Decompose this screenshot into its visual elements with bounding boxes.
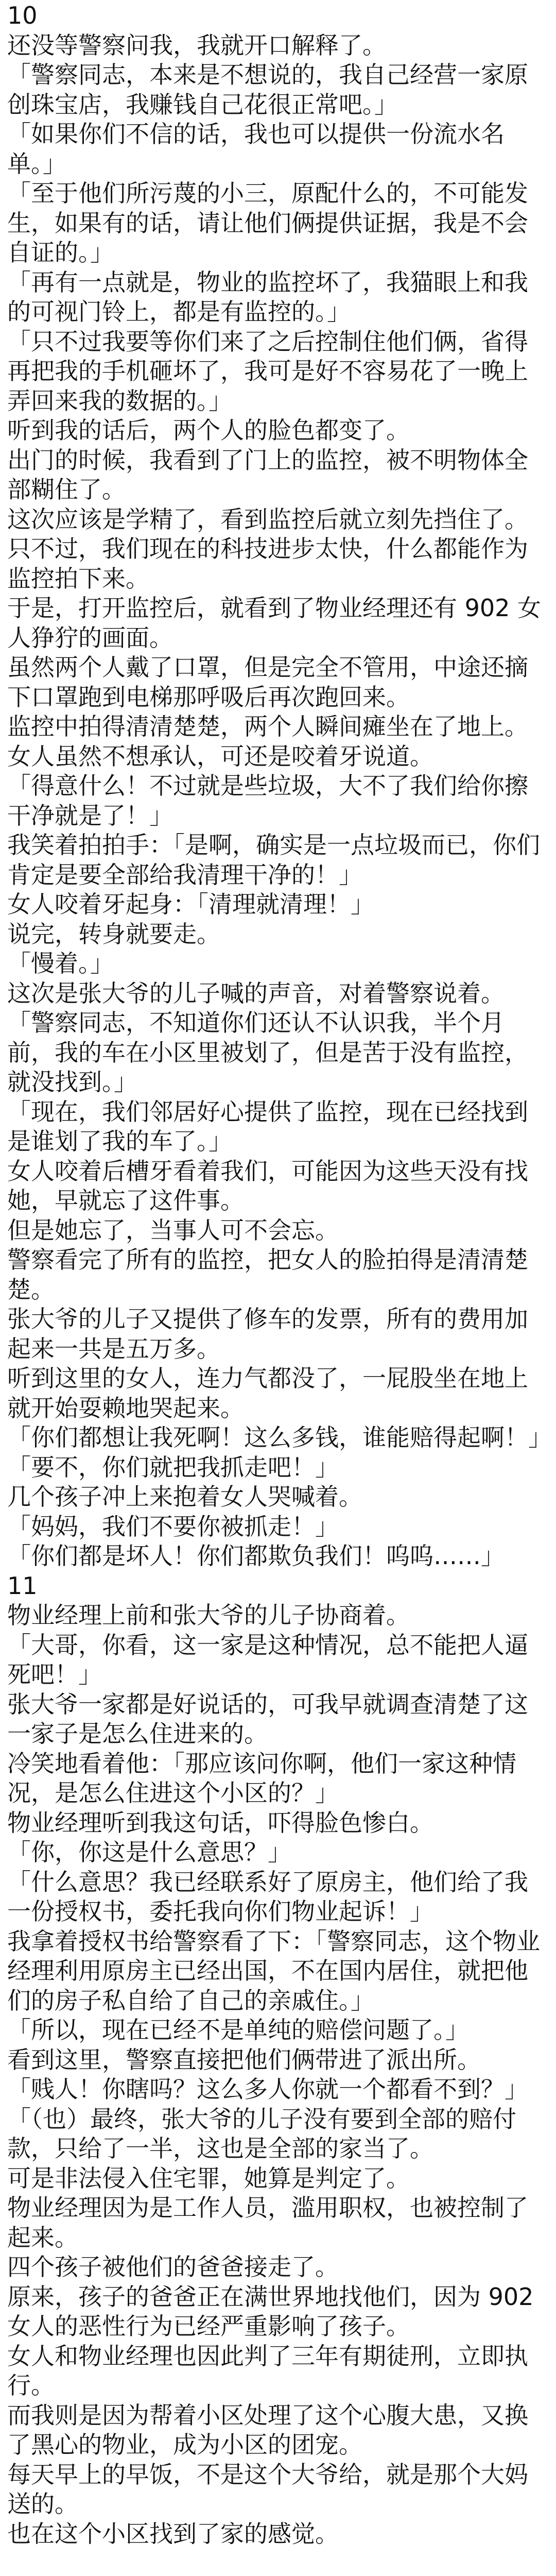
- paragraph: 张大爷的儿子又提供了修车的发票，所有的费用加起来一共是五万多。: [7, 1305, 528, 1363]
- paragraph: 于是，打开监控后，就看到了物业经理还有 902 女人狰狞的画面。: [7, 594, 542, 652]
- paragraph: 我拿着授权书给警察看了下：「警察同志，这个物业经理利用原房主已经出国，不在国内居住，就把他们的房子私自给了自己的亲戚住。」: [7, 1927, 540, 2014]
- chapter-heading-11: 11: [7, 1571, 38, 1600]
- paragraph: 冷笑地看着他：「那应该问你啊，他们一家这种情况，是怎么住进这个小区的？」: [7, 1749, 516, 1807]
- paragraph: 女人虽然不想承认，可还是咬着牙说道。: [7, 742, 433, 770]
- paragraph: 「大哥，你看，这一家是这种情况，总不能把人逼死吧！」: [7, 1631, 528, 1688]
- paragraph: 而我则是因为帮着小区处理了这个心腹大患，又换了黑心的物业，成为小区的团宠。: [7, 2401, 528, 2459]
- paragraph: 物业经理上前和张大爷的儿子协商着。: [7, 1601, 410, 1629]
- paragraph: 「你，你这是什么意思？」: [7, 1838, 291, 1866]
- paragraph: 「至于他们所污蔑的小三，原配什么的，不可能发生，如果有的话，请让他们俩提供证据，我是不会自证的。」: [7, 179, 528, 266]
- paragraph: 每天早上的早饭，不是这个大爷给，就是那个大妈送的。: [7, 2460, 528, 2518]
- paragraph: 「要不，你们就把我抓走吧！」: [7, 1453, 339, 1481]
- paragraph: 说完，转身就要走。: [7, 920, 220, 948]
- paragraph: 物业经理听到我这句话，吓得脸色惨白。: [7, 1808, 433, 1837]
- paragraph: 看到这里，警察直接把他们俩带进了派出所。: [7, 2045, 481, 2074]
- paragraph: 这次应该是学精了，看到监控后就立刻先挡住了。: [7, 505, 528, 533]
- paragraph: 「如果你们不信的话，我也可以提供一份流水名单。」: [7, 120, 505, 178]
- paragraph: 「再有一点就是，物业的监控坏了，我猫眼上和我的可视门铃上，都是有监控的。」: [7, 268, 528, 326]
- paragraph: 「警察同志，不知道你们还认不认识我，半个月前，我的车在小区里被划了，但是苦于没有监控，就没找到。」: [7, 1009, 528, 1096]
- chapter-11-body: [7, 1601, 546, 2549]
- paragraph: 「所以，现在已经不是单纯的赔偿问题了。」: [7, 2016, 469, 2044]
- paragraph: 「你们都想让我死啊！这么多钱，谁能赔得起啊！」: [7, 1423, 552, 1451]
- paragraph: 但是她忘了，当事人可不会忘。: [7, 1216, 339, 1244]
- paragraph: 物业经理因为是工作人员，滥用职权，也被控制了起来。: [7, 2194, 528, 2251]
- paragraph: 听到这里的女人，连力气都没了，一屁股坐在地上就开始耍赖地哭起来。: [7, 1364, 528, 1422]
- paragraph: 「你们都是坏人！你们都欺负我们！呜呜……」: [7, 1542, 505, 1570]
- paragraph: 这次是张大爷的儿子喊的声音，对着警察说着。: [7, 979, 505, 1007]
- paragraph: 「贱人！你瞎吗？这么多人你就一个都看不到？」: [7, 2075, 528, 2103]
- paragraph: 女人咬着牙起身：「清理就清理！」: [7, 890, 374, 918]
- paragraph: 四个孩子被他们的爸爸接走了。: [7, 2253, 339, 2281]
- paragraph: 「警察同志，本来是不想说的，我自己经营一家原创珠宝店，我赚钱自己花很正常吧。」: [7, 61, 528, 118]
- paragraph: 可是非法侵入住宅罪，她算是判定了。: [7, 2164, 410, 2192]
- paragraph: 女人和物业经理也因此判了三年有期徒刑，立即执行。: [7, 2342, 528, 2399]
- paragraph: 听到我的话后，两个人的脸色都变了。: [7, 416, 410, 444]
- paragraph: 还没等警察问我，我就开口解释了。: [7, 31, 386, 59]
- paragraph: 女人咬着后槽牙看着我们，可能因为这些天没有找她，早就忘了这件事。: [7, 1157, 528, 1214]
- paragraph: 「现在，我们邻居好心提供了监控，现在已经找到是谁划了我的车了。」: [7, 1097, 528, 1155]
- paragraph: 「只不过我要等你们来了之后控制住他们俩，省得再把我的手机砸坏了，我可是好不容易花了一晚上弄回来我的数据的。」: [7, 327, 528, 415]
- paragraph: 几个孩子冲上来抱着女人哭喊着。: [7, 1483, 362, 1511]
- paragraph: 「得意什么！不过就是些垃圾，大不了我们给你擦干净就是了！」: [7, 772, 528, 829]
- chapter-10-body: [7, 31, 552, 1571]
- paragraph: 虽然两个人戴了口罩，但是完全不管用，中途还摘下口罩跑到电梯那呼吸后再次跑回来。: [7, 653, 528, 711]
- paragraph: 也在这个小区找到了家的感觉。: [7, 2519, 339, 2548]
- paragraph: 「慢着。」: [7, 950, 114, 977]
- paragraph: 只不过，我们现在的科技进步太快，什么都能作为监控拍下来。: [7, 535, 528, 592]
- paragraph: 「（也）最终，张大爷的儿子没有要到全部的赔付款，只给了一半，这也是全部的家当了。: [7, 2105, 516, 2162]
- paragraph: 监控中拍得清清楚楚，两个人瞬间瘫坐在了地上。: [7, 713, 528, 740]
- paragraph: 原来，孩子的爸爸正在满世界地找他们，因为 902 女人的恶性行为已经严重影响了孩子。: [7, 2282, 534, 2340]
- chapter-heading-10: 10: [7, 2, 38, 29]
- paragraph: 出门的时候，我看到了门上的监控，被不明物体全部糊住了。: [7, 446, 528, 503]
- paragraph: 张大爷一家都是好说话的，可我早就调查清楚了这一家子是怎么住进来的。: [7, 1690, 528, 1748]
- paragraph: 我笑着拍拍手：「是啊，确实是一点垃圾而已，你们肯定是要全部给我清理干净的！」: [7, 831, 540, 889]
- paragraph: 警察看完了所有的监控，把女人的脸拍得是清清楚楚。: [7, 1246, 528, 1303]
- paragraph: 「什么意思？我已经联系好了原房主，他们给了我一份授权书，委托我向你们物业起诉！」: [7, 1868, 528, 1925]
- paragraph: 「妈妈，我们不要你被抓走！」: [7, 1512, 339, 1540]
